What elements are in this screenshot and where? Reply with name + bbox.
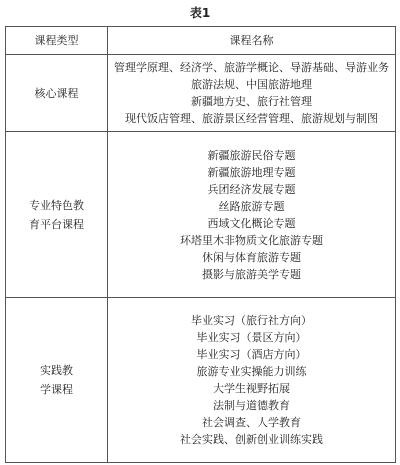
- course-item: 西域文化概论专题: [207, 216, 296, 230]
- course-item: 管理学原理、经济学、旅游学概论、导游基础、导游业务: [114, 61, 389, 74]
- table-header-row: [6, 27, 396, 55]
- course-names-cell: [108, 298, 396, 463]
- course-type-cell: [6, 298, 108, 463]
- course-item: 环塔里木非物质文化旅游专题: [180, 233, 323, 247]
- course-type-cell: [6, 55, 108, 132]
- course-item: 现代饭店管理、旅游景区经营管理、旅游规划与制图: [125, 112, 378, 125]
- course-item: 社会调查、人学教育: [202, 416, 301, 429]
- course-type-label: 育平台课程: [29, 217, 84, 231]
- course-item: 新疆旅游民俗专题: [207, 148, 296, 162]
- course-item: 毕业实习（景区方向）: [196, 331, 307, 344]
- table-title: 表1: [189, 6, 211, 20]
- course-item: 新疆旅游地理专题: [207, 165, 296, 179]
- course-item: 旅游专业实操能力训练: [196, 365, 307, 378]
- course-names-cell: [108, 55, 396, 132]
- course-item: 丝路旅游专题: [218, 199, 285, 213]
- table-row-practice: [6, 298, 396, 463]
- course-item: 新疆地方史、旅行社管理: [191, 95, 312, 108]
- course-type-label: 实践教: [40, 364, 73, 377]
- course-item: 大学生视野拓展: [213, 382, 290, 395]
- course-names-cell: [108, 132, 396, 298]
- course-item: 法制与道德教育: [213, 399, 290, 412]
- course-table: [5, 26, 396, 463]
- course-type-cell: [6, 132, 108, 298]
- course-item: 毕业实习（酒店方向）: [196, 348, 307, 361]
- course-type-label: 学课程: [40, 383, 73, 396]
- table-row-specialty: [6, 132, 396, 298]
- course-type-label: 核心课程: [34, 86, 79, 100]
- table-row-core: [6, 55, 396, 132]
- course-item: 摄影与旅游美学专题: [202, 267, 301, 281]
- course-type-label: 专业特色教: [29, 198, 84, 212]
- header-course-name: 课程名称: [108, 27, 396, 55]
- course-item: 社会实践、创新创业训练实践: [180, 433, 323, 446]
- course-item: 兵团经济发展专题: [207, 182, 296, 196]
- course-item: 毕业实习（旅行社方向）: [191, 314, 312, 327]
- course-item: 休闲与体育旅游专题: [202, 250, 301, 264]
- course-item: 旅游法规、中国旅游地理: [191, 78, 312, 91]
- header-course-type: 课程类型: [6, 27, 108, 55]
